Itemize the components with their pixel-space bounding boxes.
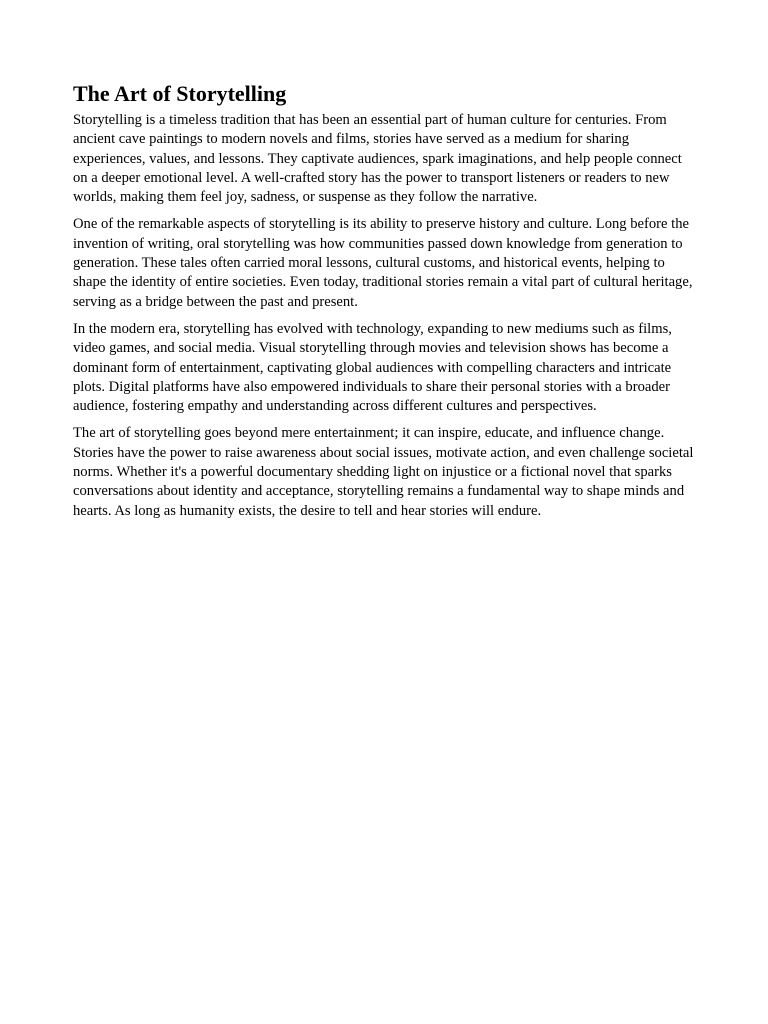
page-title: The Art of Storytelling — [73, 81, 287, 106]
paragraph-3: In the modern era, storytelling has evolved with technology, expanding to new mediums such as films, video games, and social media. Visual storytelling through movies and television shows has become a dominant form of entertainment, captivating global audiences with compelling characters and intricate plots. Digital platforms have also empowered individuals to share their personal stories with a broader audience, fostering empathy and understanding across different cultures and perspectives. — [73, 320, 672, 415]
paragraph-4: The art of storytelling goes beyond mere entertainment; it can inspire, educate, and influence change. Stories have the power to raise awareness about social issues, motivate action, and even challenge societal norms. Whether it's a powerful documentary shedding light on injustice or a fictional novel that sparks conversations about identity and acceptance, storytelling remains a fundamental way to shape minds and hearts. As long as humanity exists, the desire to tell and hear stories will endure. — [73, 425, 694, 519]
paragraph-2: One of the remarkable aspects of storytelling is its ability to preserve history and culture. Long before the invention of writing, oral storytelling was how communities passed down knowledge from generation to generation. These tales often carried moral lessons, cultural customs, and historical events, helping to shape the identity of entire societies. Even today, traditional stories remain a vital part of cultural heritage, serving as a bridge between the past and present. — [73, 216, 693, 310]
document-page — [73, 79, 697, 529]
paragraph-1: Storytelling is a timeless tradition that has been an essential part of human culture for centuries. From ancient cave paintings to modern novels and films, stories have served as a medium for sharing experiences, values, and lessons. They captivate audiences, spark imaginations, and help people connect on a deeper emotional level. A well-crafted story has the power to transport listeners or readers to new worlds, making them feel joy, sadness, or suspense as they follow the narrative. — [73, 112, 682, 206]
